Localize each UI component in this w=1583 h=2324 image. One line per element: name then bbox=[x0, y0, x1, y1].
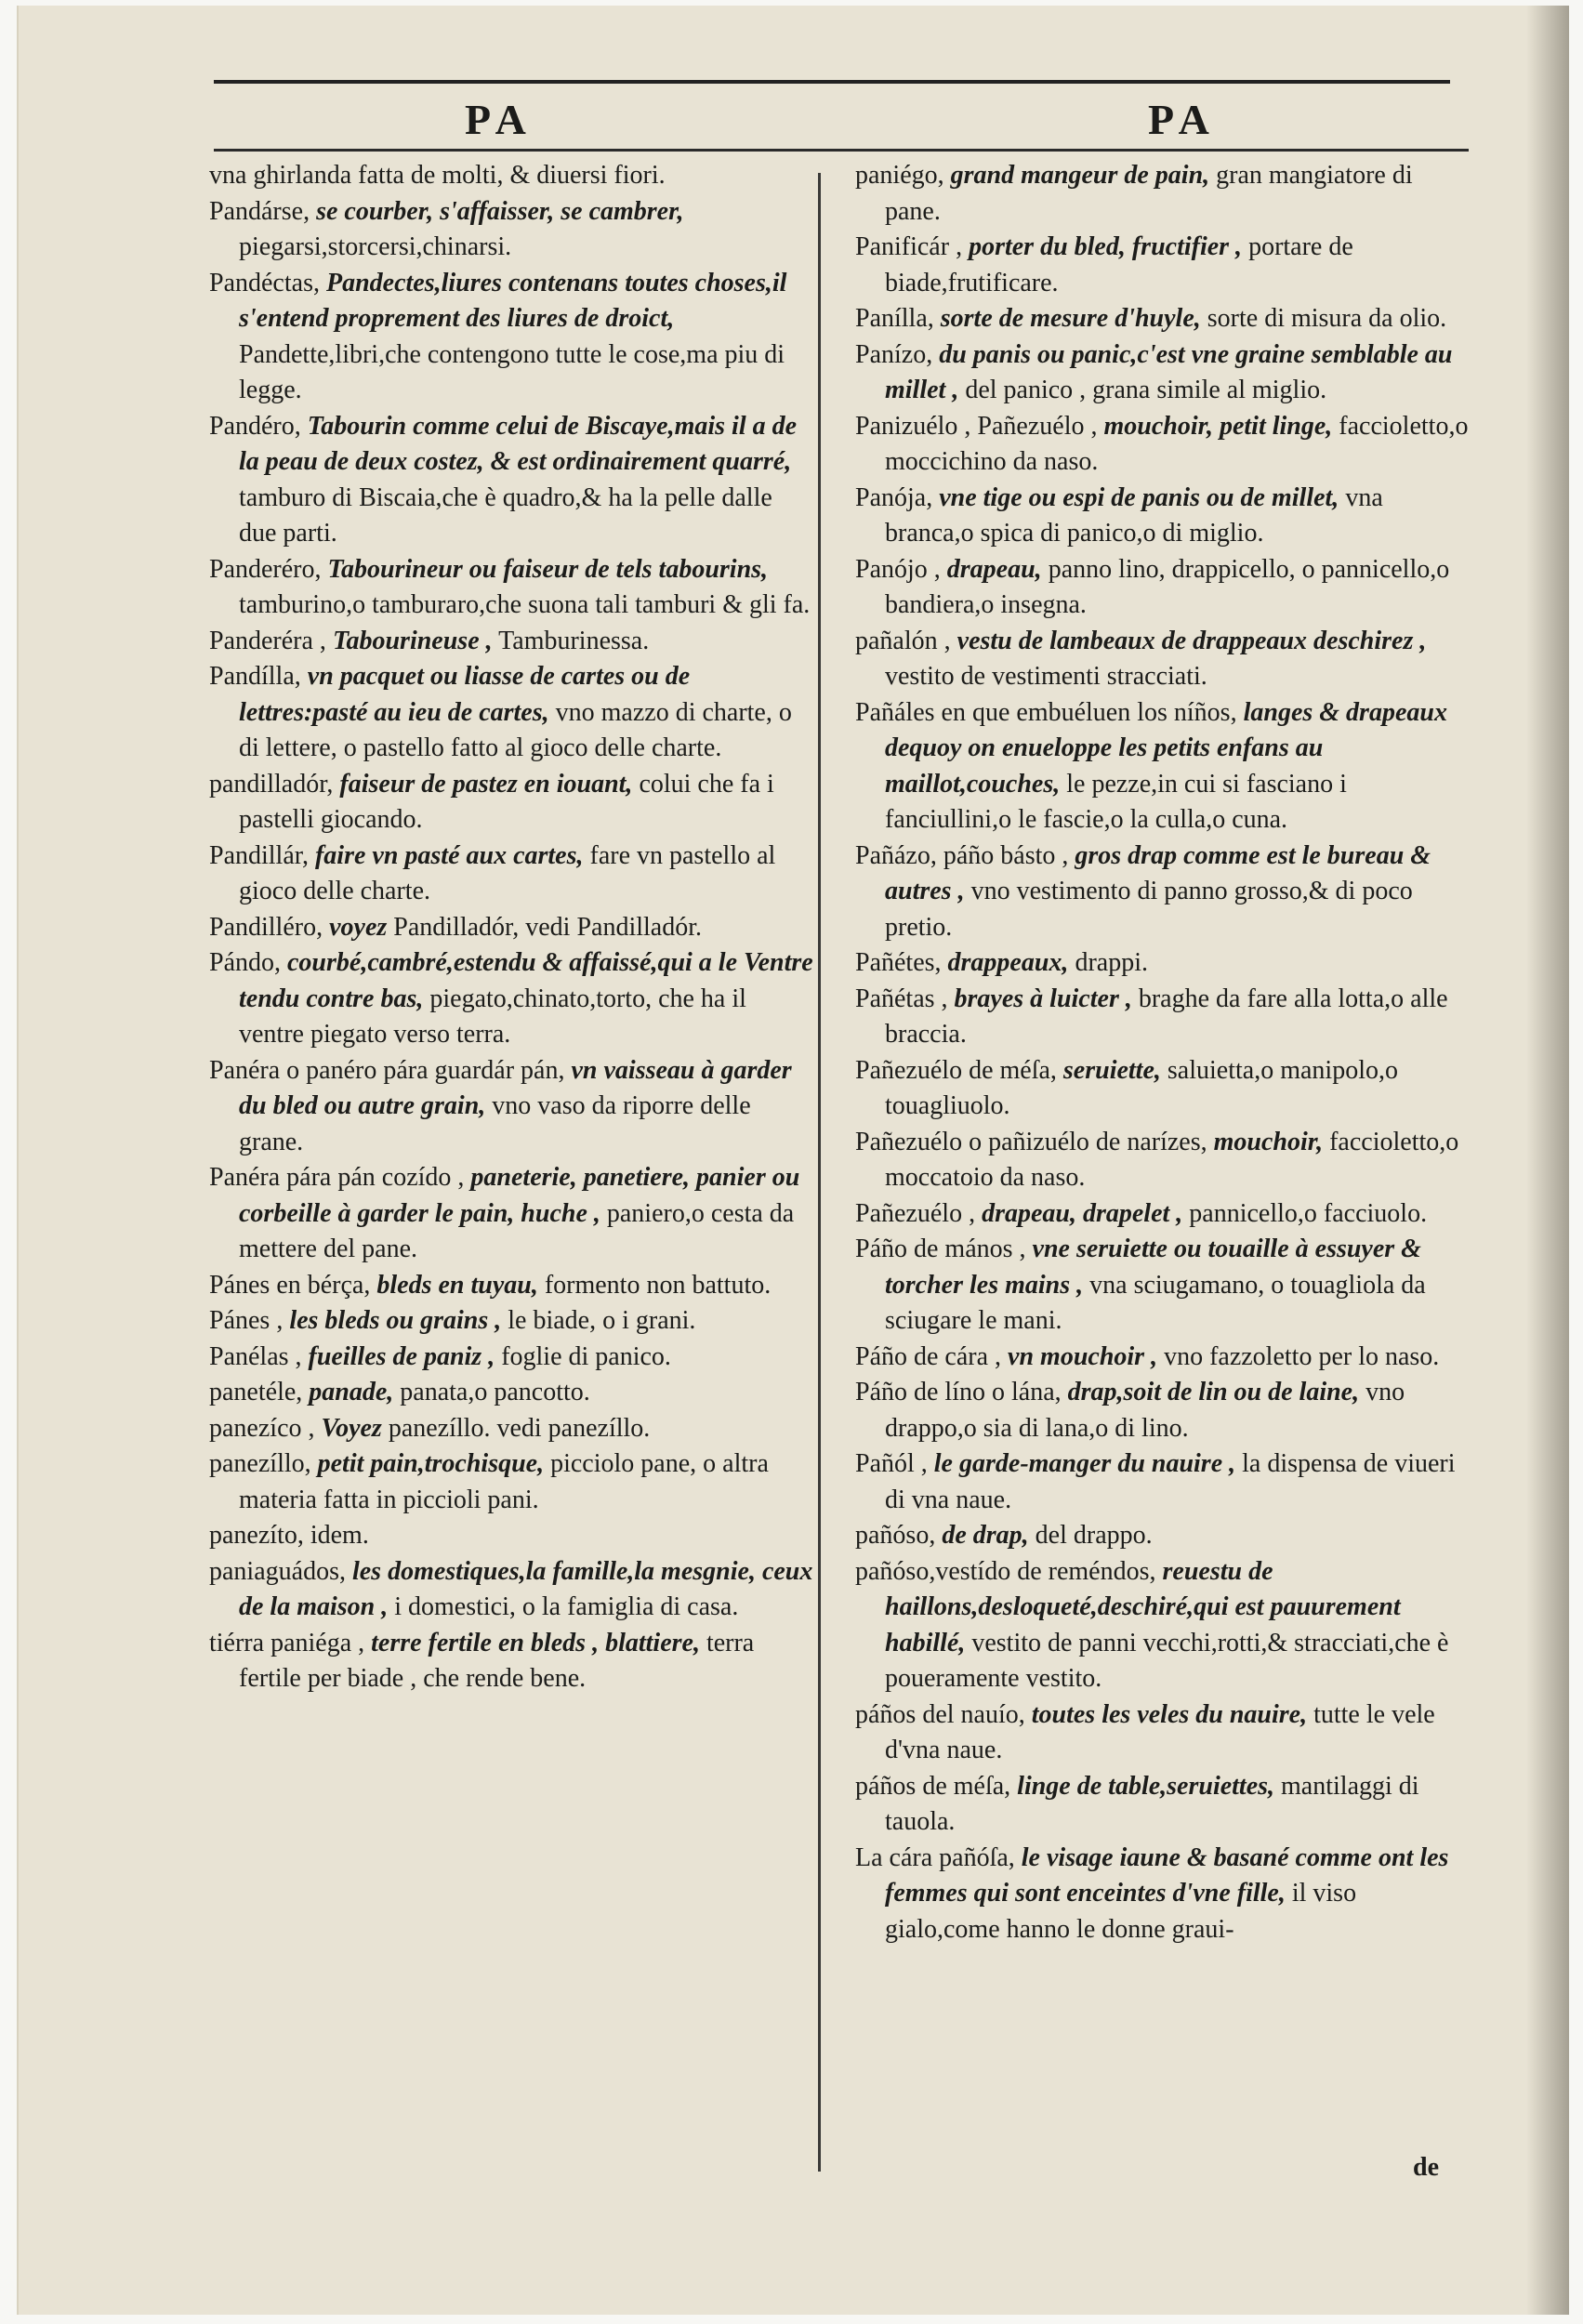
entry-headword: Panójo , bbox=[855, 554, 941, 584]
entry-italian-gloss: del panico , grana simile al miglio. bbox=[965, 376, 1327, 404]
entry-italian-gloss: le pezze,in cui si fasciano i fanciullini,o le fascie,o la culla,o cuna. bbox=[885, 769, 1347, 834]
entry-headword: Panélas , bbox=[209, 1341, 302, 1371]
entry-french-gloss: faiseur de pastez en iouant, bbox=[339, 769, 633, 799]
entry-italian-gloss: panno lino, drappicello, o pannicello,o bandiera,o insegna. bbox=[885, 554, 1450, 619]
entry-french-gloss: Pandectes,liures contenans toutes choses,il s'entend proprement des liures de droict, bbox=[239, 268, 787, 333]
running-head-left: PA bbox=[465, 96, 534, 143]
dictionary-entry bbox=[855, 1518, 1469, 1554]
dictionary-entry bbox=[209, 1303, 813, 1340]
entry-italian-gloss: piegato,chinato,torto, che ha il ventre piegato verso terra. bbox=[239, 984, 746, 1049]
entry-french-gloss: seruiette, bbox=[1062, 1055, 1161, 1085]
dictionary-entry bbox=[209, 1268, 813, 1304]
entry-headword: Pañezuélo de méſa, bbox=[855, 1055, 1057, 1085]
entry-italian-gloss: tamburo di Biscaia,che è quadro,& ha la pelle dalle due parti. bbox=[239, 482, 772, 548]
entry-italian-gloss: mantilaggi di tauola. bbox=[885, 1771, 1419, 1836]
book-page bbox=[17, 6, 1569, 2315]
entry-french-gloss: vne seruiette ou touaille à essuyer & torcher les mains , bbox=[885, 1235, 1421, 1300]
entry-french-gloss: le garde-manger du nauire , bbox=[933, 1449, 1236, 1478]
dictionary-entry bbox=[855, 337, 1469, 409]
entry-french-gloss: petit pain,trochisque, bbox=[317, 1449, 545, 1478]
dictionary-entry bbox=[855, 945, 1469, 982]
entry-french-gloss: de drap, bbox=[942, 1521, 1029, 1550]
left-column bbox=[209, 158, 813, 1697]
dictionary-entry bbox=[209, 1053, 813, 1161]
entry-italian-gloss: paniero,o cesta da mettere del pane. bbox=[239, 1198, 795, 1263]
top-rule bbox=[214, 80, 1450, 84]
entry-headword: panezíllo, bbox=[209, 1449, 311, 1478]
entry-italian-gloss: vno vestimento di panno grosso,& di poco pretio. bbox=[885, 877, 1413, 942]
entry-italian-gloss: foglie di panico. bbox=[501, 1341, 671, 1371]
entry-headword: páños del nauío, bbox=[855, 1699, 1025, 1729]
dictionary-entry bbox=[855, 1446, 1469, 1518]
entry-headword: Pañétas , bbox=[855, 984, 948, 1013]
entry-headword: Panificár , bbox=[855, 232, 963, 261]
entry-italian-gloss: sorte di misura da olio. bbox=[1207, 304, 1447, 333]
entry-french-gloss: drap,soit de lin ou de laine, bbox=[1067, 1378, 1360, 1406]
dictionary-entry bbox=[209, 1411, 813, 1447]
entry-italian-gloss: picciolo pane, o altra materia fatta in piccioli pani. bbox=[239, 1449, 769, 1514]
entry-italian-gloss: formento non battuto. bbox=[544, 1270, 772, 1300]
entry-headword: paniégo, bbox=[855, 161, 944, 190]
entry-italian-gloss: faccioletto,o moccatoio da naso. bbox=[885, 1127, 1459, 1192]
dictionary-entry bbox=[855, 230, 1469, 301]
entry-headword: Panéra pára pán cozído , bbox=[209, 1163, 465, 1192]
entry-italian-gloss: saluietta,o manipolo,o touagliuolo. bbox=[885, 1055, 1398, 1120]
entry-italian-gloss: vno mazzo di charte, o di lettere, o pastello fatto al gioco delle charte. bbox=[239, 697, 792, 762]
entry-headword: Pañól , bbox=[855, 1449, 928, 1478]
entry-italian-gloss: panezíllo. vedi panezíllo. bbox=[388, 1413, 651, 1443]
entry-french-gloss: brayes à luicter , bbox=[954, 984, 1132, 1013]
entry-headword: Pándo, bbox=[209, 948, 281, 977]
entry-headword: Panéra o panéro pára guardár pán, bbox=[209, 1055, 565, 1085]
entry-headword: pañóso,vestído de reméndos, bbox=[855, 1556, 1156, 1586]
entry-french-gloss: grand mangeur de pain, bbox=[950, 161, 1210, 190]
entry-french-gloss: vn vaisseau à garder du bled ou autre grain, bbox=[239, 1055, 792, 1120]
dictionary-entry bbox=[855, 158, 1469, 230]
entry-french-gloss: paneterie, panetiere, panier ou corbeille à garder le pain, huche , bbox=[239, 1163, 800, 1228]
entry-headword: Pandílla, bbox=[209, 662, 301, 691]
entry-french-gloss: les bleds ou grains , bbox=[289, 1306, 502, 1335]
dictionary-entry bbox=[855, 982, 1469, 1053]
entry-french-gloss: vestu de lambeaux de drappeaux deschirez , bbox=[956, 626, 1427, 655]
entry-french-gloss: mouchoir, petit linge, bbox=[1103, 411, 1333, 441]
dictionary-entry bbox=[855, 1340, 1469, 1376]
entry-headword: Pañezuélo o pañizuélo de narízes, bbox=[855, 1127, 1207, 1156]
entry-french-gloss: du panis ou panic,c'est vne graine semblable au millet , bbox=[885, 339, 1453, 404]
dictionary-entry bbox=[209, 158, 813, 194]
entry-headword: Pañétes, bbox=[855, 948, 942, 977]
entry-french-gloss: drapeau, bbox=[946, 554, 1042, 584]
entry-italian-gloss: il viso gialo,come hanno le donne graui- bbox=[885, 1879, 1357, 1944]
entry-italian-gloss: del drappo. bbox=[1035, 1521, 1153, 1550]
spine-shadow bbox=[1526, 6, 1569, 2315]
entry-headword: pañalón , bbox=[855, 626, 951, 655]
entry-headword: Pánes en bérça, bbox=[209, 1270, 371, 1300]
dictionary-entry bbox=[209, 945, 813, 1053]
entry-headword: Pandillár, bbox=[209, 840, 309, 870]
dictionary-entry bbox=[855, 624, 1469, 695]
dictionary-entry bbox=[209, 767, 813, 838]
column-divider bbox=[818, 173, 821, 2172]
dictionary-entry bbox=[855, 1375, 1469, 1446]
dictionary-entry bbox=[855, 409, 1469, 481]
dictionary-entry bbox=[855, 1196, 1469, 1233]
entry-french-gloss: toutes les veles du nauire, bbox=[1031, 1699, 1308, 1729]
entry-italian-gloss: piegarsi,storcersi,chinarsi. bbox=[239, 232, 512, 261]
dictionary-entry bbox=[209, 624, 813, 660]
right-column bbox=[855, 158, 1469, 1948]
entry-italian-gloss: portare de biade,frutificare. bbox=[885, 232, 1353, 297]
dictionary-entry bbox=[855, 1554, 1469, 1697]
dictionary-entry bbox=[209, 1340, 813, 1376]
entry-french-gloss: mouchoir, bbox=[1213, 1127, 1324, 1156]
entry-french-gloss: vn pacquet ou liasse de cartes ou de lettres:pasté au ieu de cartes, bbox=[239, 662, 691, 727]
entry-italian-gloss: vno vaso da riporre delle grane. bbox=[239, 1091, 751, 1156]
running-head-right: PA bbox=[1148, 96, 1217, 143]
entry-italian-gloss: la dispensa de viueri di vna naue. bbox=[885, 1449, 1456, 1514]
entry-headword: Pañázo, páño básto , bbox=[855, 840, 1069, 870]
dictionary-entry bbox=[855, 1769, 1469, 1841]
dictionary-entry bbox=[209, 1626, 813, 1697]
entry-french-gloss: gros drap comme est le bureau & autres , bbox=[885, 840, 1431, 905]
entry-italian-gloss: vna sciugamano, o touagliola da sciugare le mani. bbox=[885, 1270, 1426, 1335]
entry-french-gloss: linge de table,seruiettes, bbox=[1017, 1771, 1275, 1801]
entry-headword: Pandéro, bbox=[209, 411, 301, 441]
entry-headword: pandilladór, bbox=[209, 769, 334, 799]
entry-italian-gloss: vno fazzoletto per lo naso. bbox=[1164, 1341, 1440, 1371]
entry-headword: Panója, bbox=[855, 482, 933, 512]
dictionary-entry bbox=[855, 695, 1469, 838]
entry-french-gloss: Tabourineuse , bbox=[332, 626, 493, 655]
entry-french-gloss: vn mouchoir , bbox=[1008, 1341, 1158, 1371]
dictionary-entry bbox=[209, 1518, 813, 1554]
entry-italian-gloss: i domestici, o la famiglia di casa. bbox=[394, 1592, 739, 1621]
entry-italian-gloss: colui che fa i pastelli giocando. bbox=[239, 769, 774, 834]
entry-headword: La cára pañóſa, bbox=[855, 1842, 1015, 1872]
entry-italian-gloss: Tamburinessa. bbox=[498, 626, 650, 655]
entry-headword: Panderéro, bbox=[209, 554, 322, 584]
entry-headword: Pandárse, bbox=[209, 196, 310, 226]
entry-french-gloss: faire vn pasté aux cartes, bbox=[314, 840, 584, 870]
entry-headword: Páño de cára , bbox=[855, 1341, 1002, 1371]
entry-french-gloss: vne tige ou espi de panis ou de millet, bbox=[939, 482, 1339, 512]
dictionary-entry bbox=[209, 1554, 813, 1626]
entry-italian-gloss: fare vn pastello al gioco delle charte. bbox=[239, 840, 776, 905]
dictionary-entry bbox=[209, 194, 813, 266]
entry-headword: Panderéra , bbox=[209, 626, 326, 655]
entry-headword: Pandilléro, bbox=[209, 912, 323, 942]
dictionary-entry bbox=[855, 1232, 1469, 1340]
entry-headword: paniaguádos, bbox=[209, 1556, 346, 1586]
entry-italian-gloss: vna branca,o spica di panico,o di miglio. bbox=[885, 482, 1383, 548]
entry-french-gloss: Tabourin comme celui de Biscaye,mais il a de la peau de deux costez, & est ordinairement quarré, bbox=[239, 411, 798, 476]
entry-french-gloss: courbé,cambré,estendu & affaissé,qui a le Ventre tendu contre bas, bbox=[239, 948, 813, 1013]
dictionary-entry bbox=[209, 409, 813, 552]
entry-french-gloss: bleds en tuyau, bbox=[376, 1270, 538, 1300]
entry-italian-gloss: le biade, o i grani. bbox=[508, 1306, 696, 1335]
entry-french-gloss: langes & drapeaux dequoy on enueloppe les petits enfans au maillot,couches, bbox=[885, 697, 1447, 799]
dictionary-entry bbox=[209, 266, 813, 409]
entry-french-gloss: le visage iaune & basané comme ont les femmes qui sont enceintes d'vne fille, bbox=[885, 1842, 1449, 1908]
dictionary-entry bbox=[209, 659, 813, 767]
entry-french-gloss: reuestu de haillons,desloqueté,deschiré,qui est pauurement habillé, bbox=[885, 1556, 1401, 1657]
entry-headword: panezíco , bbox=[209, 1413, 315, 1443]
entry-italian-gloss: pannicello,o facciuolo. bbox=[1189, 1198, 1428, 1228]
entry-italian-gloss: drappi. bbox=[1075, 948, 1148, 977]
entry-french-gloss: panade, bbox=[309, 1378, 394, 1406]
entry-french-gloss: drappeaux, bbox=[947, 948, 1069, 977]
dictionary-entry bbox=[209, 1160, 813, 1268]
entry-french-gloss: se courber, s'affaisser, se cambrer, bbox=[316, 196, 684, 226]
catchword: de bbox=[1413, 2153, 1439, 2182]
entry-italian-gloss: Pandette,libri,che contengono tutte le cose,ma piu di legge. bbox=[239, 339, 785, 404]
entry-headword: Pañáles en que embuéluen los níños, bbox=[855, 697, 1237, 727]
entry-headword: vna ghirlanda fatta de molti, & diuersi fiori. bbox=[209, 161, 666, 190]
entry-headword: Panízo, bbox=[855, 339, 933, 369]
dictionary-entry bbox=[209, 1446, 813, 1518]
dictionary-entry bbox=[855, 552, 1469, 624]
entry-french-gloss: fueilles de paniz , bbox=[308, 1341, 495, 1371]
dictionary-entry bbox=[855, 1053, 1469, 1125]
entry-french-gloss: drapeau, drapelet , bbox=[982, 1198, 1183, 1228]
dictionary-entry bbox=[855, 481, 1469, 552]
entry-headword: Panílla, bbox=[855, 304, 934, 333]
entry-headword: páños de méſa, bbox=[855, 1771, 1011, 1801]
entry-headword: Pandéctas, bbox=[209, 268, 320, 297]
dictionary-entry bbox=[209, 552, 813, 624]
entry-italian-gloss: vestito de vestimenti stracciati. bbox=[885, 662, 1207, 691]
dictionary-entry bbox=[855, 838, 1469, 946]
entry-french-gloss: porter du bled, fructifier , bbox=[969, 232, 1243, 261]
entry-headword: Páño de líno o lána, bbox=[855, 1378, 1062, 1406]
entry-headword: Panizuélo , Pañezuélo , bbox=[855, 411, 1098, 441]
entry-headword: panezíto, bbox=[209, 1521, 304, 1550]
entry-italian-gloss: vno drappo,o sia di lana,o di lino. bbox=[885, 1378, 1405, 1443]
header-rule bbox=[214, 149, 1469, 152]
entry-italian-gloss: tamburino,o tamburaro,che suona tali tamburi & gli fa. bbox=[239, 590, 811, 619]
entry-italian-gloss: tutte le vele d'vna naue. bbox=[885, 1699, 1435, 1764]
entry-italian-gloss: idem. bbox=[310, 1521, 369, 1550]
entry-french-gloss: voyez bbox=[329, 912, 388, 942]
dictionary-entry bbox=[209, 910, 813, 946]
entry-italian-gloss: gran mangiatore di pane. bbox=[885, 161, 1413, 226]
dictionary-entry bbox=[209, 1375, 813, 1411]
entry-italian-gloss: terra fertile per biade , che rende bene. bbox=[239, 1628, 755, 1693]
entry-french-gloss: Voyez bbox=[321, 1413, 382, 1443]
entry-italian-gloss: faccioletto,o moccichino da naso. bbox=[885, 411, 1469, 476]
dictionary-entry bbox=[855, 1125, 1469, 1196]
entry-french-gloss: terre fertile en bleds , blattiere, bbox=[371, 1628, 700, 1657]
entry-french-gloss: sorte de mesure d'huyle, bbox=[940, 304, 1201, 333]
dictionary-entry bbox=[855, 1697, 1469, 1769]
dictionary-entry bbox=[209, 838, 813, 910]
entry-italian-gloss: vestito de panni vecchi,rotti,& stracciati,che è poueramente vestito. bbox=[885, 1628, 1449, 1693]
entry-headword: Pánes , bbox=[209, 1306, 284, 1335]
entry-italian-gloss: braghe da fare alla lotta,o alle braccia. bbox=[885, 984, 1448, 1049]
entry-headword: Páño de mános , bbox=[855, 1235, 1026, 1263]
entry-headword: pañóso, bbox=[855, 1521, 936, 1550]
dictionary-entry bbox=[855, 1841, 1469, 1948]
entry-french-gloss: Tabourineur ou faiseur de tels tabourins, bbox=[327, 554, 769, 584]
entry-headword: Pañezuélo , bbox=[855, 1198, 976, 1228]
entry-headword: tiérra paniéga , bbox=[209, 1628, 365, 1657]
entry-headword: panetéle, bbox=[209, 1378, 303, 1406]
entry-italian-gloss: panata,o pancotto. bbox=[400, 1378, 590, 1406]
entry-french-gloss: les domestiques,la famille,la mesgnie, ceux de la maison , bbox=[239, 1556, 813, 1621]
dictionary-entry bbox=[855, 301, 1469, 337]
entry-italian-gloss: Pandilladór, vedi Pandilladór. bbox=[393, 912, 703, 942]
